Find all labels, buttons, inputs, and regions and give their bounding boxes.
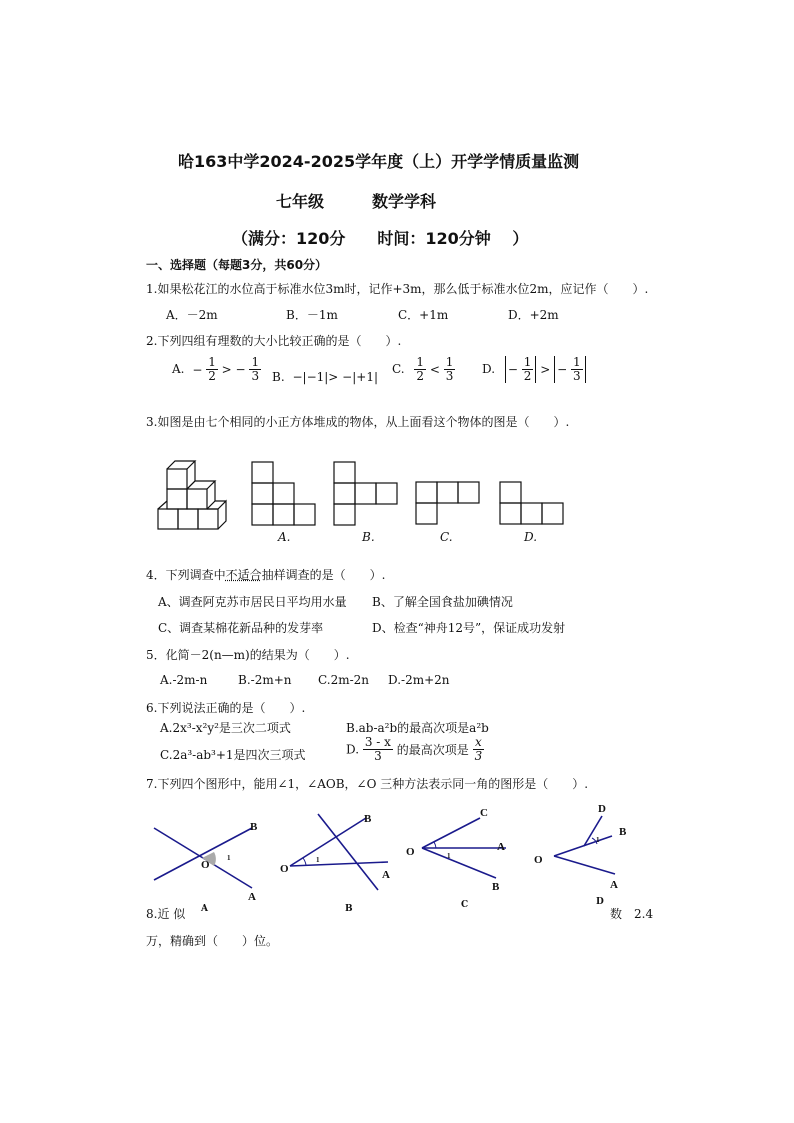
option-d-grid[interactable] (498, 480, 568, 530)
option-letter: A. (172, 362, 185, 376)
fraction: $\frac{1}{3}$ (251, 355, 260, 383)
figure-caption-c: C (461, 900, 469, 910)
question-5-option-d[interactable]: D.-2m+2n (388, 673, 450, 687)
absolute-value: − $\frac{1}{3}$ (554, 356, 586, 383)
fraction: $\frac{1}{2}$ (416, 355, 425, 383)
comparison: > (540, 362, 551, 377)
point-label: O (280, 863, 289, 875)
figure-caption-a: A (201, 904, 208, 914)
section-heading: 一、选择题（每题3分，共60分） (146, 258, 328, 272)
option-b-grid[interactable] (332, 460, 402, 530)
point-label: B (492, 881, 500, 893)
question-6-option-d[interactable]: D. $\frac{3 - x}{3}$ 的最高次项是 $\frac{x}{3}$ (346, 735, 483, 763)
question-6-stem: 6.下列说法正确的是（ ）. (146, 701, 306, 715)
question-4-stem: 4．下列调查中不适合抽样调查的是（ ）. (146, 568, 386, 582)
question-4-option-a[interactable]: A、调查阿克苏市居民日平均用水量 (158, 595, 347, 609)
question-4-option-b[interactable]: B、了解全国食盐加碘情况 (372, 595, 513, 609)
option-d-label: D. (524, 530, 538, 544)
question-6-option-b[interactable]: B.ab-a²b的最高次项是a²b (346, 721, 489, 735)
option-a-label: A. (278, 530, 291, 544)
point-label: B (364, 813, 372, 825)
point-label: A (382, 869, 390, 881)
angle-number: 1 (227, 854, 231, 862)
angle-figures (140, 800, 660, 920)
question-8-stem-tail: 数 2.4 (610, 907, 654, 921)
question-5-option-c[interactable]: C.2m-2n (318, 673, 369, 687)
question-4-option-d[interactable]: D、检查“神舟12号”，保证成功发射 (372, 621, 566, 635)
figure-caption-d: D (596, 897, 604, 907)
point-label: D (598, 803, 606, 815)
question-3-stem: 3.如图是由七个相同的小正方体堆成的物体，从上面看这个物体的图是（ ）. (146, 415, 570, 429)
point-label: A (248, 891, 256, 903)
question-1-option-b[interactable]: B．－1m (286, 308, 338, 322)
page-title: 哈163中学2024-2025学年度（上）开学学情质量监测 (178, 152, 580, 171)
question-2-option-d[interactable] (482, 356, 586, 383)
point-label: C (480, 807, 488, 819)
figure-caption-b: B (345, 904, 353, 914)
angle-number: 1 (596, 836, 600, 844)
question-4-option-c[interactable]: C、调查某棉花新品种的发芽率 (158, 621, 324, 635)
cube-stack-figure (150, 455, 245, 540)
question-2-option-a[interactable] (172, 356, 261, 383)
expression: −|−1|> −|+1| (292, 370, 378, 384)
fraction: $\frac{1}{3}$ (445, 355, 454, 383)
angle-number: 1 (447, 852, 451, 860)
angle-number: 1 (316, 856, 320, 864)
fraction: $\frac{x}{3}$ (474, 735, 483, 763)
point-label: B (250, 821, 258, 833)
question-6-option-a[interactable]: A.2x³-x²y²是三次二项式 (160, 721, 291, 735)
option-c-label: C. (440, 530, 453, 544)
option-a-grid[interactable] (250, 460, 320, 530)
question-2-stem: 2.下列四组有理数的大小比较正确的是（ ）. (146, 334, 402, 348)
question-1-stem: 1.如果松花江的水位高于标准水位3m时，记作+3m，那么低于标准水位2m，应记作（ ）. (146, 282, 649, 296)
question-6-option-c[interactable]: C.2a³-ab³+1是四次三项式 (160, 748, 306, 762)
question-7-stem: 7.下列四个图形中，能用∠1，∠AOB，∠O 三种方法表示同一角的图形是（ ）. (146, 777, 589, 791)
point-label: A (610, 879, 618, 891)
exam-meta: （满分：120分 时间：120分钟 ） (232, 229, 529, 248)
fraction: $\frac{3 - x}{3}$ (364, 735, 391, 763)
point-label: B (619, 826, 627, 838)
fraction: $\frac{1}{2}$ (208, 355, 216, 383)
question-5-stem: 5．化简－2(n—m)的结果为（ ）. (146, 648, 350, 662)
absolute-value: − $\frac{1}{2}$ (505, 356, 537, 383)
option-letter: D. (482, 362, 496, 376)
question-1-option-d[interactable]: D．+2m (508, 308, 559, 322)
emphasis: 不适合 (225, 568, 262, 582)
point-label: O (406, 846, 415, 858)
minus-sign: − (192, 362, 203, 377)
option-letter: B. (272, 370, 285, 384)
question-2-option-c[interactable] (392, 356, 455, 383)
point-label: A (497, 841, 505, 853)
question-5-option-b[interactable]: B.-2m+n (238, 673, 292, 687)
comparison: < (429, 362, 440, 377)
question-1-option-a[interactable]: A．－2m (166, 308, 218, 322)
point-label: O (534, 854, 543, 866)
question-2-option-b[interactable] (272, 370, 378, 384)
point-label: O (201, 859, 210, 871)
comparison: > − (221, 362, 246, 377)
subject-line: 七年级 数学学科 (276, 192, 437, 211)
question-8-line-2: 万，精确到（ ）位。 (146, 934, 279, 948)
question-1-option-c[interactable]: C．+1m (398, 308, 449, 322)
option-c-grid[interactable] (414, 480, 484, 530)
option-letter: C. (392, 362, 405, 376)
option-b-label: B. (362, 530, 375, 544)
question-5-option-a[interactable]: A.-2m-n (160, 673, 208, 687)
question-8-stem: 8.近 似 (146, 907, 186, 921)
